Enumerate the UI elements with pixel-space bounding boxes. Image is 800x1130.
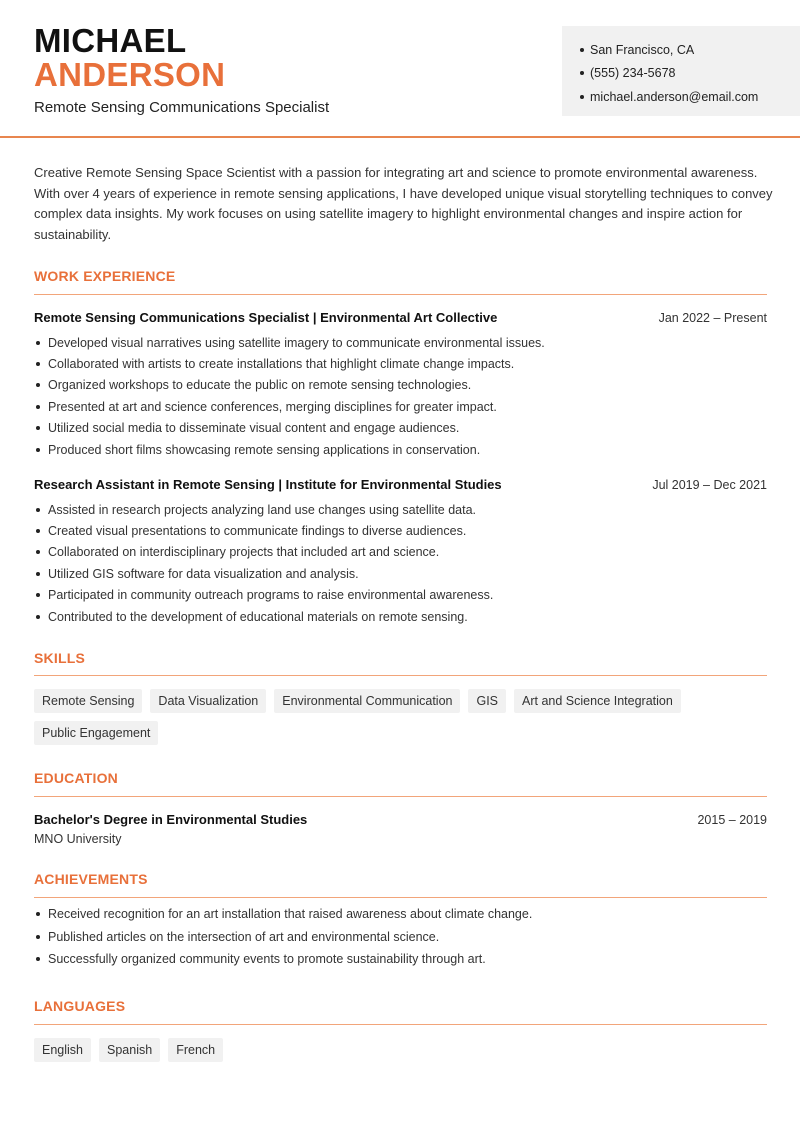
job-title: Remote Sensing Communications Specialist (34, 99, 330, 116)
skill-tag: Environmental Communication (274, 689, 460, 713)
bullet-icon (580, 95, 584, 99)
skills-list (34, 689, 767, 745)
role-title: Remote Sensing Communications Specialist | Environmental Art Collective (34, 310, 498, 325)
list-item (34, 948, 767, 971)
bullet-text: Produced short films showcasing remote sensing applications in conservation. (48, 442, 481, 457)
bullet-icon (36, 508, 40, 512)
bullet-icon (36, 405, 40, 409)
education-header (34, 812, 767, 827)
bullet-icon (36, 448, 40, 452)
section-title-languages: LANGUAGES (34, 998, 126, 1014)
section-divider (34, 675, 767, 676)
degree: Bachelor's Degree in Environmental Studies (34, 812, 308, 827)
list-item (34, 396, 767, 417)
bullet-icon (36, 912, 40, 916)
bullet-text: Received recognition for an art installation that raised awareness about climate change. (48, 907, 533, 922)
contact-location (580, 38, 800, 62)
bullet-text: Utilized GIS software for data visualization and analysis. (48, 566, 359, 581)
list-item (34, 520, 767, 541)
bullet-icon (36, 957, 40, 961)
section-title-work: WORK EXPERIENCE (34, 268, 176, 284)
language-tag: French (168, 1038, 223, 1062)
list-item (34, 353, 767, 374)
section-title-achievements: ACHIEVEMENTS (34, 871, 148, 887)
bullet-text: Organized workshops to educate the public on remote sensing technologies. (48, 378, 472, 393)
contact-box (562, 26, 800, 116)
phone-text: (555) 234-5678 (590, 66, 676, 81)
bullet-text: Collaborated with artists to create installations that highlight climate change impacts. (48, 357, 515, 372)
language-tag: English (34, 1038, 91, 1062)
role-header (34, 310, 767, 325)
role-dates: Jul 2019 – Dec 2021 (652, 478, 767, 492)
bullet-icon (36, 550, 40, 554)
last-name: ANDERSON (34, 56, 226, 93)
bullet-icon (36, 935, 40, 939)
bullet-text: Published articles on the intersection of art and environmental science. (48, 929, 440, 944)
bullet-text: Successfully organized community events to promote sustainability through art. (48, 952, 486, 967)
section-divider (34, 1024, 767, 1025)
bullet-text: Contributed to the development of educational materials on remote sensing. (48, 609, 468, 624)
bullet-icon (36, 572, 40, 576)
bullet-text: Presented at art and science conferences, merging disciplines for greater impact. (48, 399, 497, 414)
list-item (34, 499, 767, 520)
section-divider (34, 796, 767, 797)
school: MNO University (34, 832, 122, 846)
email-text: michael.anderson@email.com (590, 89, 759, 104)
bullet-icon (36, 593, 40, 597)
resume-header (0, 0, 800, 138)
bullet-text: Utilized social media to disseminate visual content and engage audiences. (48, 421, 460, 436)
section-divider (34, 294, 767, 295)
bullet-text: Participated in community outreach programs to raise environmental awareness. (48, 588, 494, 603)
role-header (34, 477, 767, 492)
skill-tag: Remote Sensing (34, 689, 142, 713)
bullet-icon (36, 383, 40, 387)
skill-tag: Art and Science Integration (514, 689, 681, 713)
role-bullets (34, 499, 767, 627)
achievements-block (34, 903, 767, 971)
bullet-text: Collaborated on interdisciplinary projects that included art and science. (48, 545, 440, 560)
skill-tag: GIS (468, 689, 506, 713)
bullet-icon (36, 426, 40, 430)
skill-tag: Public Engagement (34, 721, 158, 745)
list-item (34, 585, 767, 606)
first-name: MICHAEL (34, 22, 187, 59)
list-item (34, 563, 767, 584)
role-title: Research Assistant in Remote Sensing | Institute for Environmental Studies (34, 477, 502, 492)
list-item (34, 542, 767, 563)
bullet-icon (36, 341, 40, 345)
list-item (34, 926, 767, 949)
list-item (34, 606, 767, 627)
list-item (34, 439, 767, 460)
language-tag: Spanish (99, 1038, 160, 1062)
bullet-text: Created visual presentations to communicate findings to diverse audiences. (48, 524, 467, 539)
list-item (34, 903, 767, 926)
achievements-list (34, 903, 767, 971)
section-divider (34, 897, 767, 898)
role-dates: Jan 2022 – Present (658, 311, 767, 325)
list-item (34, 375, 767, 396)
location-text: San Francisco, CA (590, 42, 695, 57)
bullet-icon (580, 48, 584, 52)
work-role (34, 310, 767, 460)
contact-phone (580, 62, 800, 86)
bullet-text: Developed visual narratives using satellite imagery to communicate environmental issues. (48, 335, 545, 350)
list-item (34, 332, 767, 353)
education-dates: 2015 – 2019 (697, 813, 767, 827)
role-bullets (34, 332, 767, 460)
bullet-icon (36, 615, 40, 619)
contact-email (580, 85, 800, 109)
languages-list (34, 1038, 767, 1062)
education-entry (34, 812, 767, 846)
section-title-education: EDUCATION (34, 770, 118, 786)
bullet-icon (36, 529, 40, 533)
bullet-text: Assisted in research projects analyzing land use changes using satellite data. (48, 502, 477, 517)
summary: Creative Remote Sensing Space Scientist with a passion for integrating art and science to promote environmental awareness. With over 4 years of experience in remote sensing applications, I have developed unique visual storytelling techniques to convey complex data insights. My work focuses on using satellite imagery to highlight environmental changes and inspire action for sustainability. (34, 165, 773, 242)
section-title-skills: SKILLS (34, 650, 85, 666)
bullet-icon (580, 71, 584, 75)
skill-tag: Data Visualization (150, 689, 266, 713)
list-item (34, 418, 767, 439)
bullet-icon (36, 362, 40, 366)
work-role (34, 477, 767, 627)
